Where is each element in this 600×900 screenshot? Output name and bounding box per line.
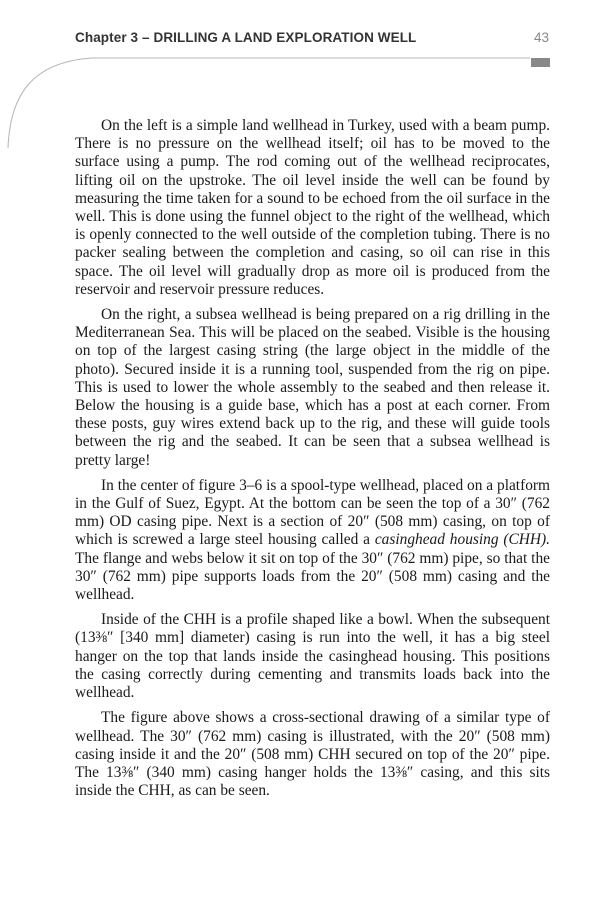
paragraph: On the left is a simple land wellhead in Turkey, used with a beam pump. There is no pressure on the wellhead itself; oil has to be moved to the surface using a pump. The rod coming out of the wellhead reciprocates, lifting oil on the upstroke. The oil level inside the well can be found by measuring the time taken for a sound to be echoed from the oil surface in the well. This is done using the funnel object to the right of the wellhead, which is openly connected to the well outside of the completion tubing. There is no packer sealing between the completion and casing, so oil can rise in this space. The oil level will gradually drop as more oil is produced from the reservoir and reservoir pressure reduces.	[75, 117, 550, 298]
paragraph-text: In the center of figure 3–6 is a spool-type wellhead, placed on a platform in the Gulf of Suez, Egypt. At the bottom can be seen the top of a 30″ (762 mm) OD casing pipe. Next is a section of 20″ (508 mm) casing, on top of which is screwed a large steel housing called a	[75, 476, 550, 549]
body-text	[75, 117, 550, 807]
page-number: 43	[533, 30, 549, 45]
running-header	[75, 30, 550, 50]
chapter-title: Chapter 3 – DRILLING A LAND EXPLORATION WELL	[75, 30, 417, 45]
paragraph	[75, 477, 550, 604]
paragraph: Inside of the CHH is a profile shaped like a bowl. When the subsequent (13⅜″ [340 mm] diameter) casing is run into the well, it has a big steel hanger on the top that lands inside the casinghead housing. This positions the casing correctly during cementing and transmits loads back into the wellhead.	[75, 611, 550, 702]
paragraph-text: The flange and webs below it sit on top of the 30″ (762 mm) pipe, so that the 30″ (762 mm) pipe supports loads from the 20″ (508 mm) casing and the wellhead.	[75, 549, 550, 604]
header-tab-marker	[531, 58, 550, 67]
paragraph: The figure above shows a cross-sectional drawing of a similar type of wellhead. The 30″ (762 mm) casing is illustrated, with the 20″ (508 mm) casing inside it and the 20″ (508 mm) CHH secured on top of the 20″ pipe. The 13⅜″ (340 mm) casing hanger holds the 13⅜″ casing, and this sits inside the CHH, as can be seen.	[75, 709, 550, 800]
paragraph: On the right, a subsea wellhead is being prepared on a rig drilling in the Mediterranean Sea. This will be placed on the seabed. Visible is the housing on top of the largest casing string (the large object in the middle of the photo). Secured inside it is a running tool, suspended from the rig on pipe. This is used to lower the whole assembly to the seabed and then release it. Below the housing is a guide base, which has a post at each corner. From these posts, guy wires extend back up to the rig, and these will guide tools between the rig and the seabed. It can be seen that a subsea wellhead is pretty large!	[75, 306, 550, 469]
emphasized-term: casinghead housing (CHH).	[374, 531, 550, 549]
